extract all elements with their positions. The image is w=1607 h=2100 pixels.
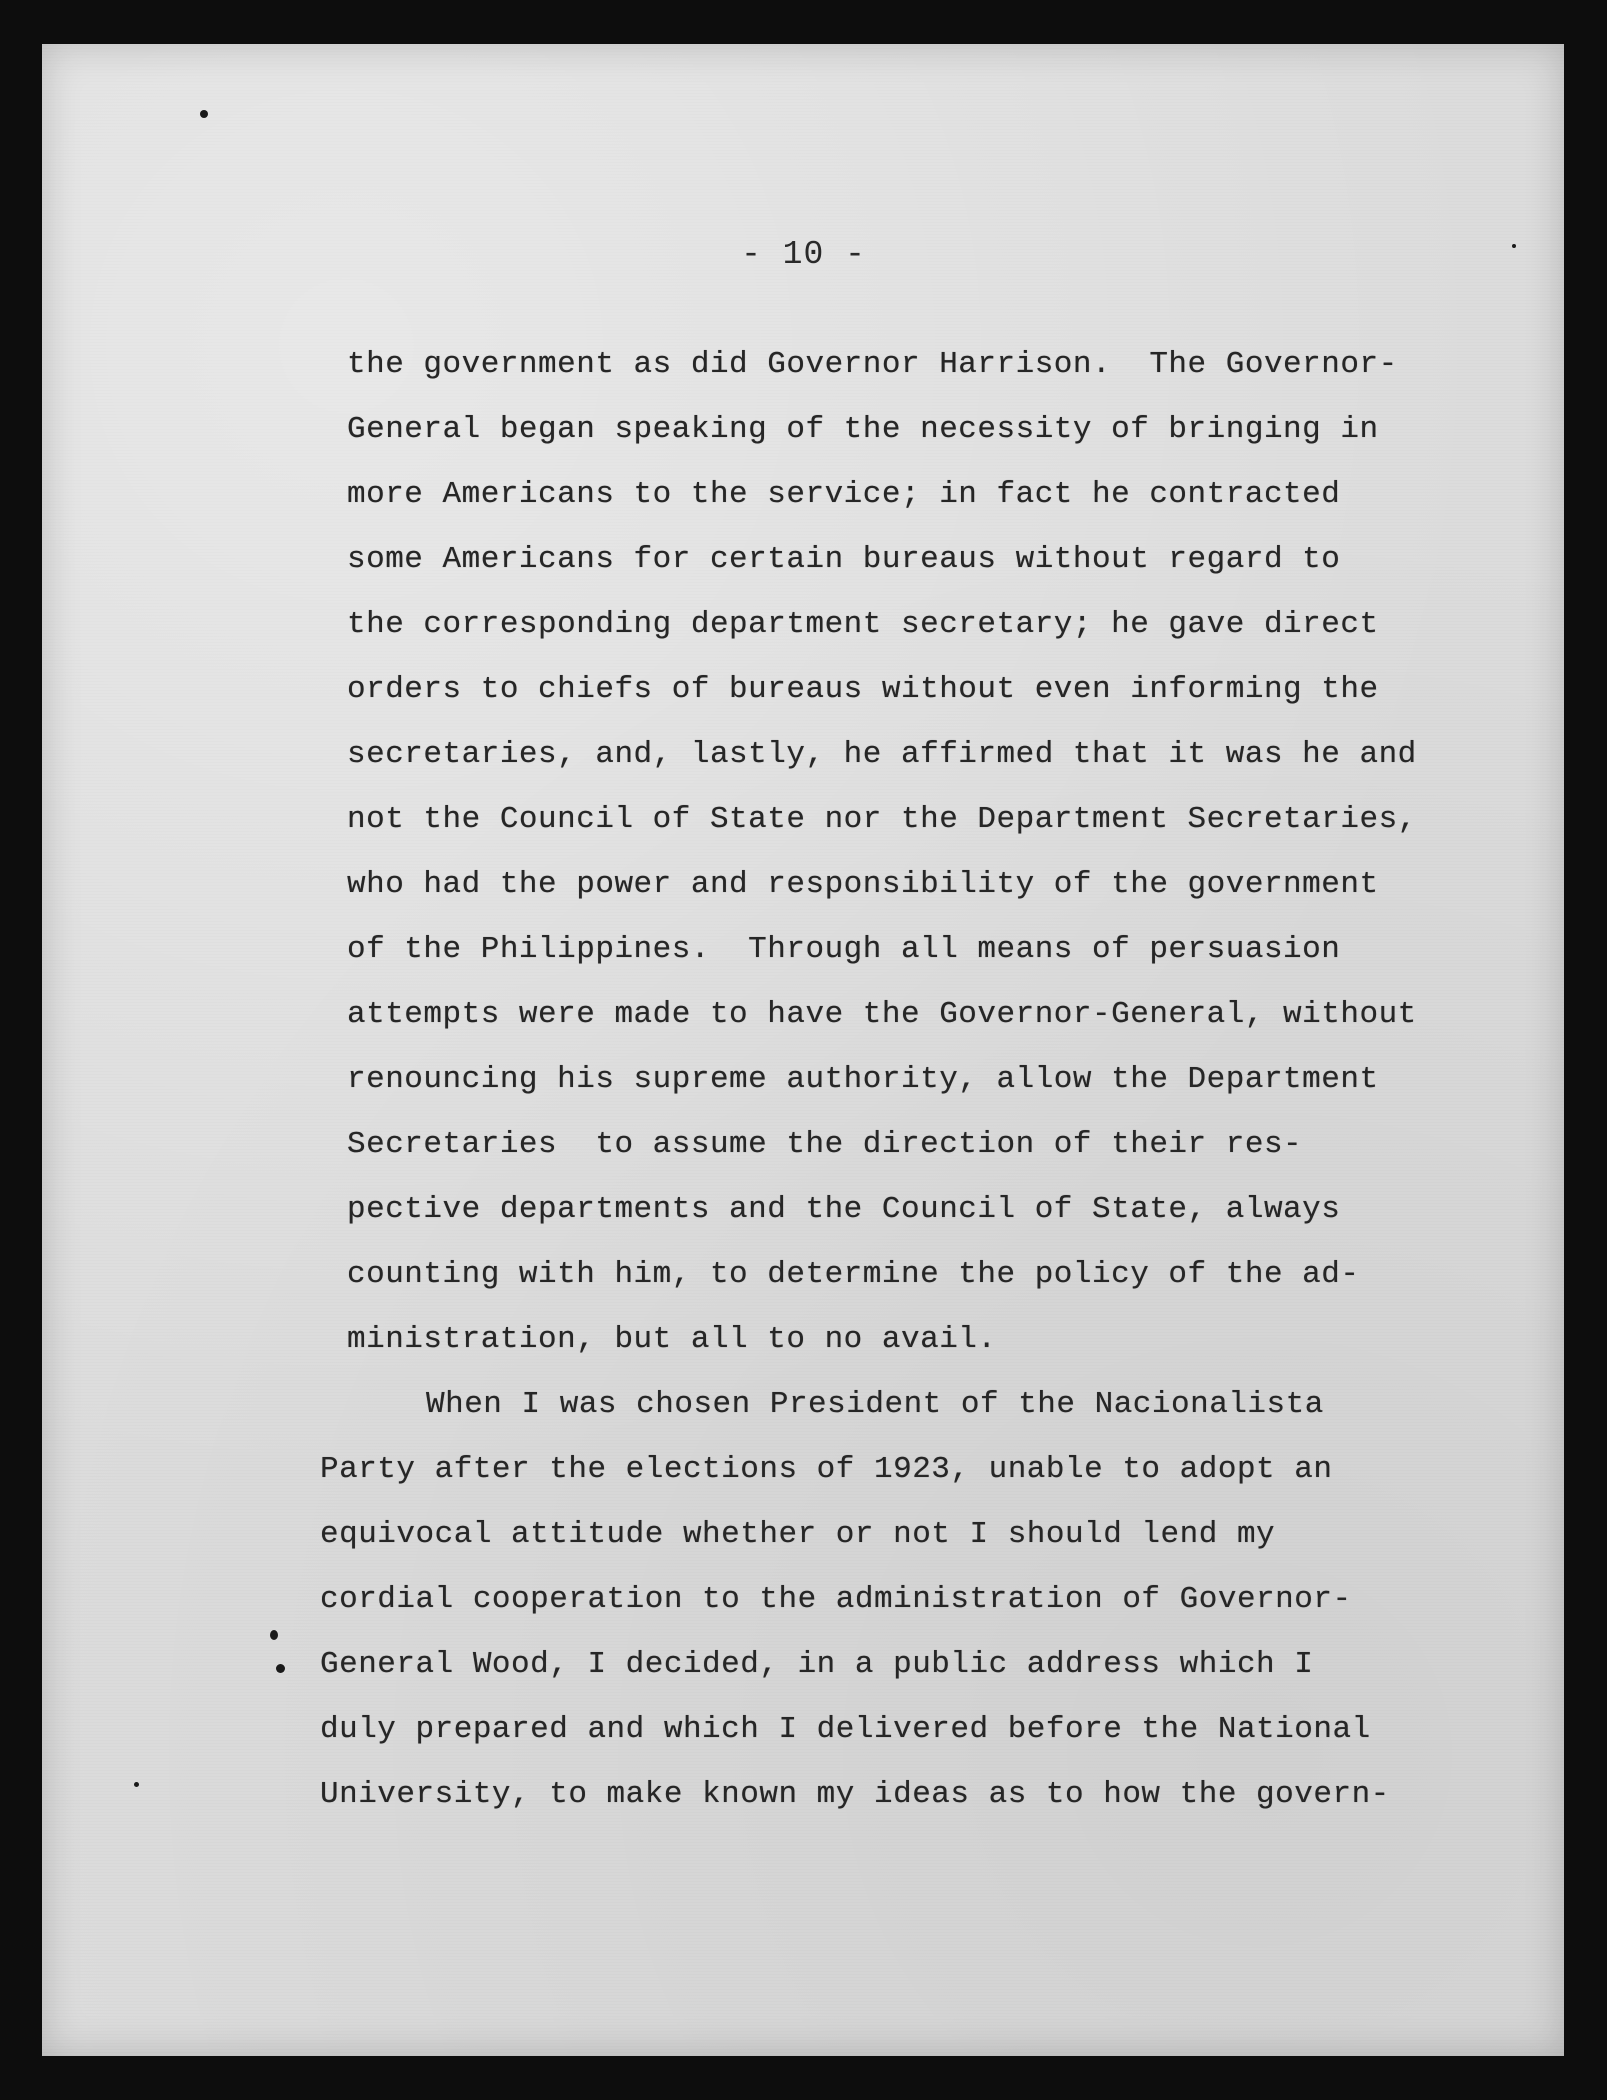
text-line: Party after the elections of 1923, unable to adopt an [320,1452,1333,1487]
text-line: Secretaries to assume the direction of their res- [347,1127,1303,1162]
page-number: - 10 - [741,236,866,273]
text-line: who had the power and responsibility of the government [347,867,1379,902]
text-line: equivocal attitude whether or not I should lend my [320,1517,1276,1552]
text-line: the corresponding department secretary; he gave direct [347,607,1379,642]
text-line: orders to chiefs of bureaus without even informing the [347,672,1379,707]
text-line: more Americans to the service; in fact he contracted [347,477,1341,512]
text-line: General Wood, I decided, in a public address which I [320,1647,1314,1682]
text-line: renouncing his supreme authority, allow the Department [347,1062,1379,1097]
text-line: cordial cooperation to the administration of Governor- [320,1582,1352,1617]
text-line: not the Council of State nor the Department Secretaries, [347,802,1417,837]
ink-speck [134,1782,139,1787]
document-body [320,332,1460,1827]
text-line: counting with him, to determine the policy of the ad- [347,1257,1360,1292]
paragraph-2 [320,1372,1460,1827]
text-line: some Americans for certain bureaus without regard to [347,542,1341,577]
text-line: attempts were made to have the Governor-General, without [347,997,1417,1032]
ink-speck [200,110,208,118]
ink-speck [270,1630,278,1640]
text-line: When I was chosen President of the Nacionalista [426,1387,1324,1422]
text-line: University, to make known my ideas as to how the govern- [320,1777,1390,1812]
text-line: General began speaking of the necessity of bringing in [347,412,1379,447]
text-line: ministration, but all to no avail. [347,1322,997,1357]
paragraph-1 [320,332,1460,1372]
text-line: duly prepared and which I delivered before the National [320,1712,1371,1747]
text-line: pective departments and the Council of State, always [347,1192,1341,1227]
text-line: of the Philippines. Through all means of persuasion [347,932,1341,967]
text-line: the government as did Governor Harrison. The Governor- [347,347,1398,382]
ink-speck [276,1664,285,1673]
text-line: secretaries, and, lastly, he affirmed that it was he and [347,737,1417,772]
